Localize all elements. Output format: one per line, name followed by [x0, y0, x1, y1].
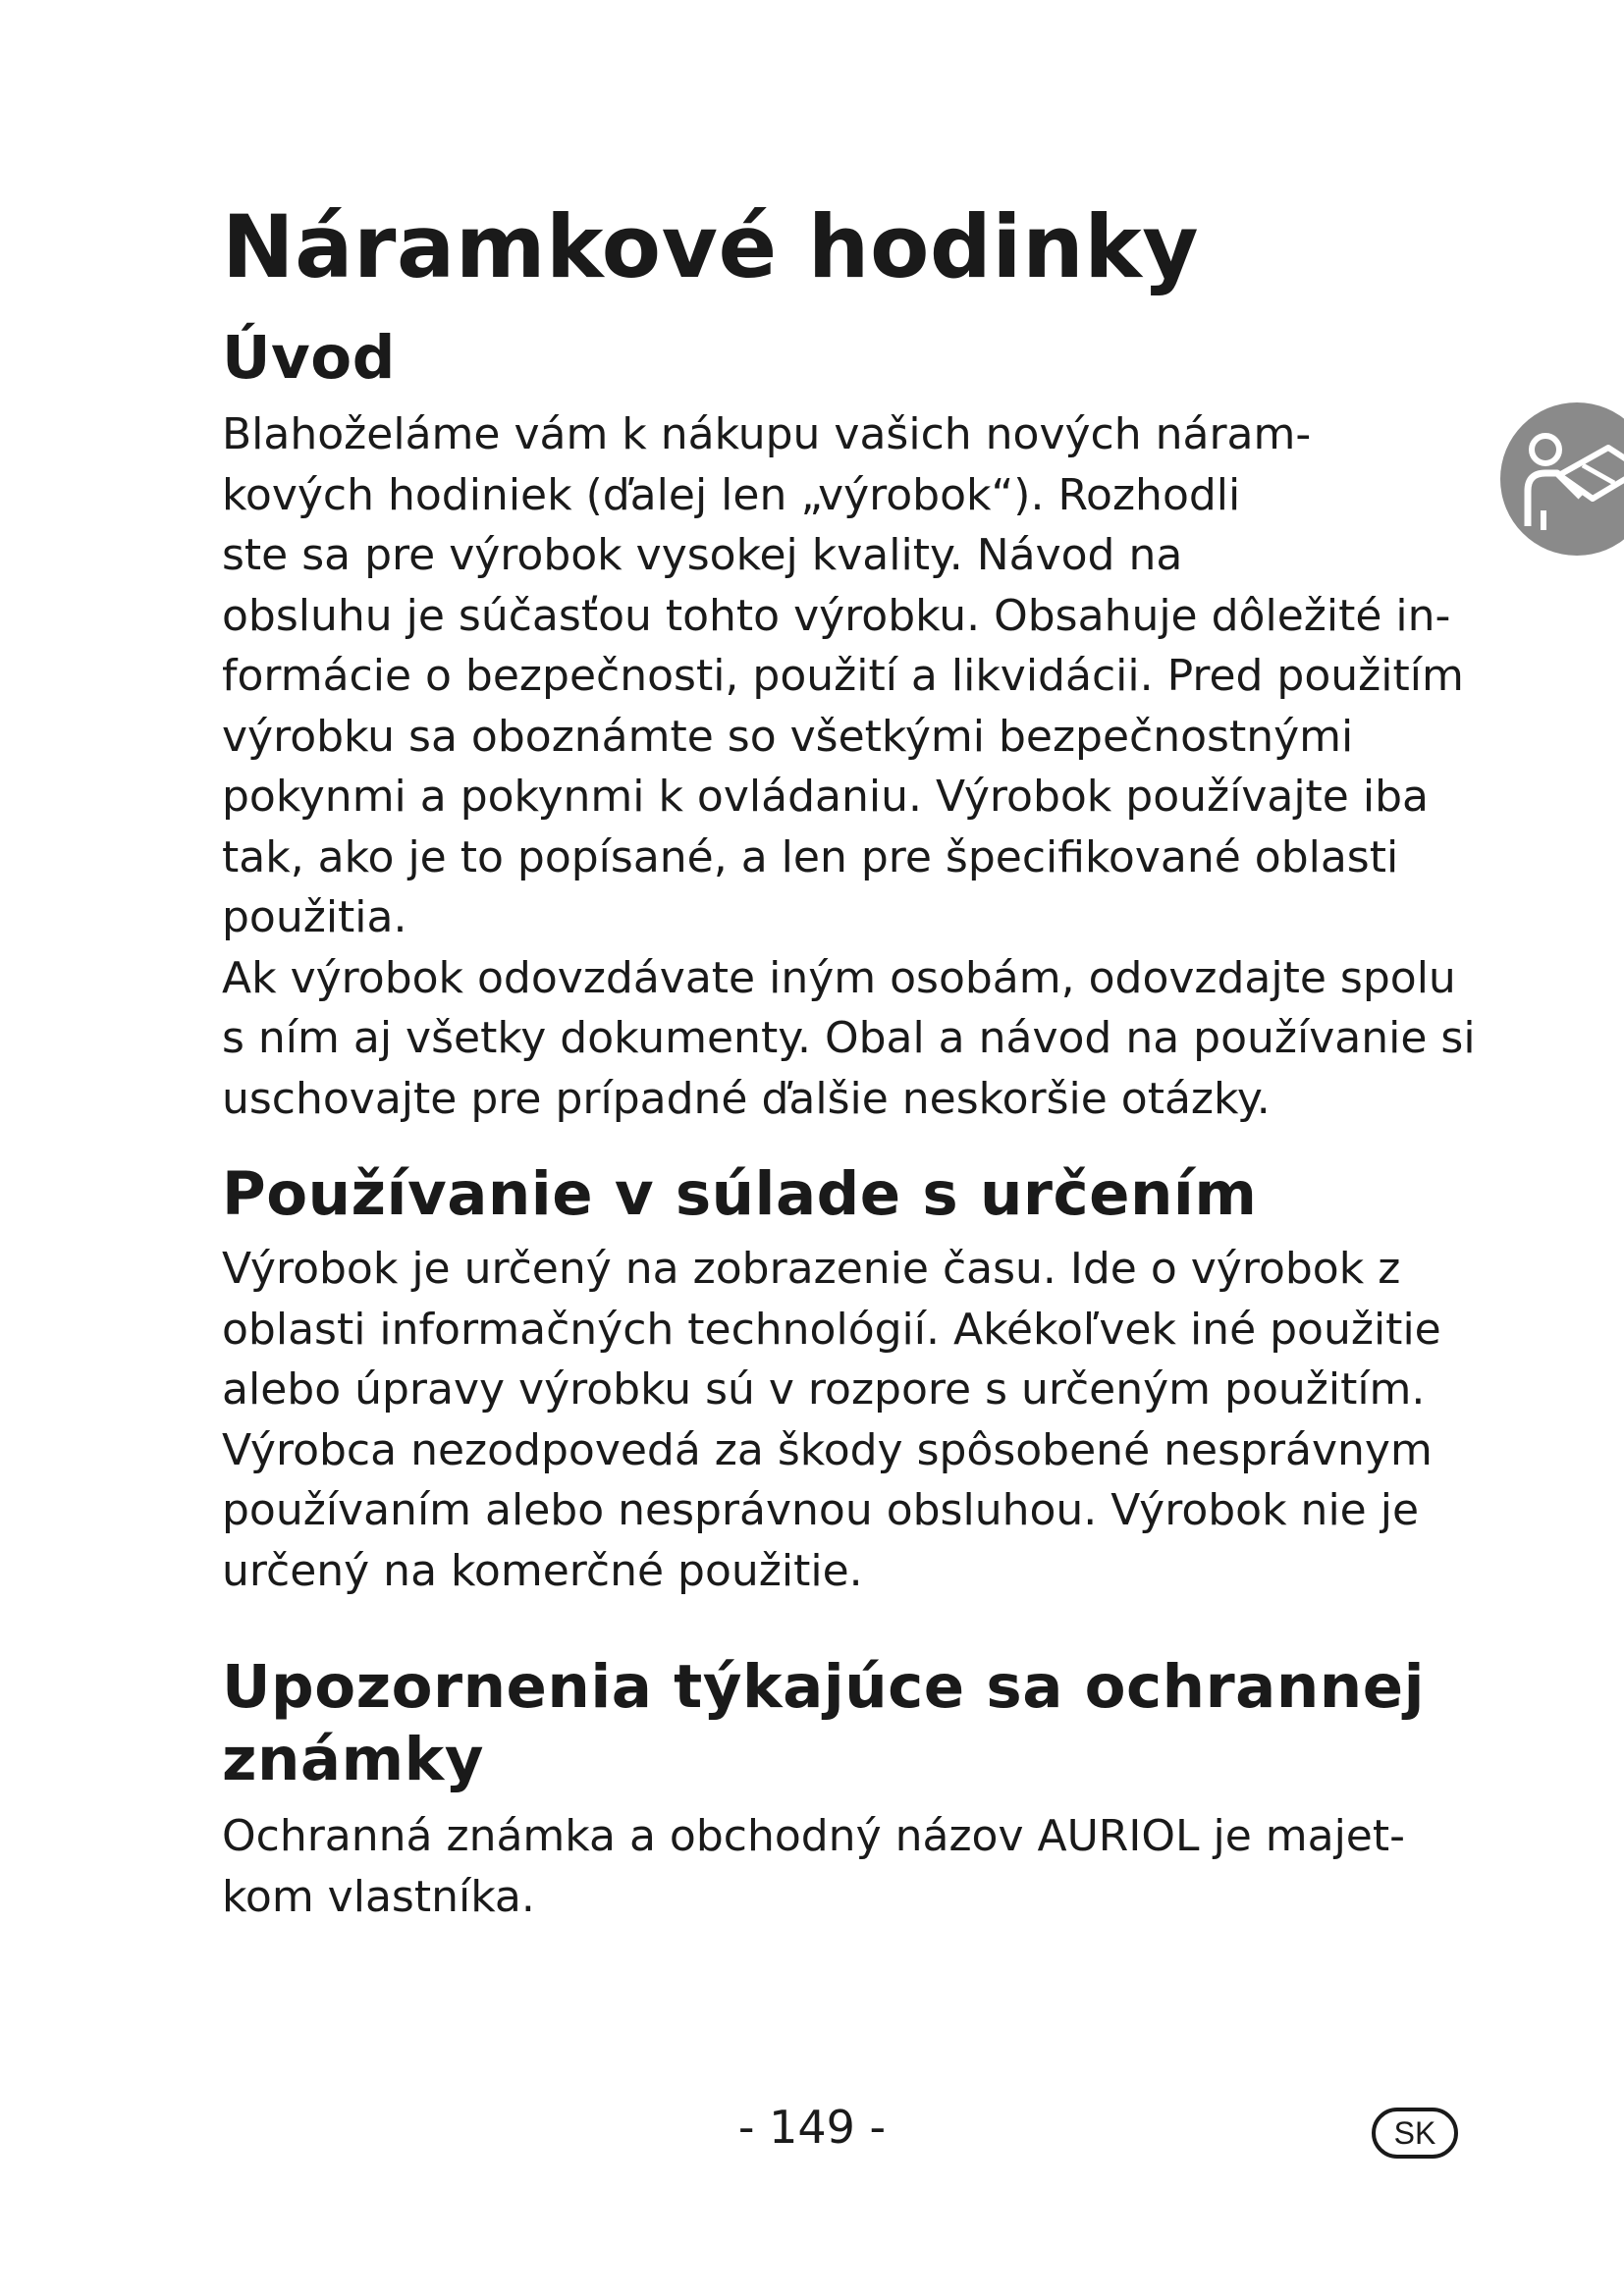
section-intended-use: [222, 1158, 1439, 1601]
intended-use-line: oblasti informačných technológií. Akékoľvek iné použitie: [222, 1304, 1441, 1355]
intro-line: s ním aj všetky dokumenty. Obal a návod na používanie si: [222, 1013, 1476, 1063]
intro-line: Ak výrobok odovzdávate iným osobám, odovzdajte spolu: [222, 952, 1456, 1003]
intro-line: pokynmi a pokynmi k ovládaniu. Výrobok používajte iba: [222, 772, 1429, 822]
intro-line: obsluhu je súčasťou tohto výrobku. Obsahuje dôležité in-: [222, 590, 1451, 641]
intended-use-body: [222, 1239, 1439, 1601]
intro-line: Blahoželáme vám k nákupu vašich nových náram-: [222, 409, 1312, 459]
intro-line: formácie o bezpečnosti, použití a likvidácii. Pred použitím: [222, 651, 1464, 701]
trademark-heading-line: známky: [222, 1725, 484, 1794]
intro-line: ste sa pre výrobok vysokej kvality. Návod na: [222, 530, 1183, 580]
intro-line: uschovajte pre prípadné ďalšie neskoršie otázky.: [222, 1073, 1271, 1124]
country-code-badge: [1371, 2107, 1459, 2160]
trademark-line: kom vlastníka.: [222, 1871, 535, 1922]
intended-use-line: určený na komerčné použitie.: [222, 1545, 863, 1596]
intended-use-line: Výrobok je určený na zobrazenie času. Ide o výrobok z: [222, 1244, 1401, 1294]
section-trademark: [222, 1651, 1439, 1927]
trademark-line: Ochranná známka a obchodný názov AURIOL je majet-: [222, 1811, 1405, 1861]
page-number: - 149 -: [737, 2101, 887, 2154]
intro-line: tak, ako je to popísané, a len pre špecifikované oblasti: [222, 831, 1399, 882]
trademark-body: [222, 1806, 1439, 1927]
read-manual-icon: [1498, 400, 1624, 558]
intended-use-line: Výrobca nezodpovedá za škody spôsobené nesprávnym: [222, 1424, 1433, 1475]
intro-line: výrobku sa oboznámte so všetkými bezpečnostnými: [222, 711, 1354, 762]
section-introduction: [222, 322, 1476, 1129]
intro-line: kových hodiniek (ďalej len „výrobok“). Rozhodli: [222, 469, 1241, 520]
section-heading-intro: Úvod: [222, 323, 396, 393]
section-heading-trademark: [222, 1651, 1439, 1796]
page-title: Náramkové hodinky: [222, 196, 1200, 297]
trademark-heading-line: Upozornenia týkajúce sa ochrannej: [222, 1652, 1425, 1722]
intended-use-line: používaním alebo nesprávnou obsluhou. Výrobok nie je: [222, 1485, 1420, 1535]
intended-use-line: alebo úpravy výrobku sú v rozpore s určeným použitím.: [222, 1364, 1426, 1415]
country-code-text: SK: [1393, 2115, 1436, 2151]
intro-line: použitia.: [222, 892, 407, 942]
section-heading-intended-use: Používanie v súlade s určením: [222, 1159, 1258, 1229]
